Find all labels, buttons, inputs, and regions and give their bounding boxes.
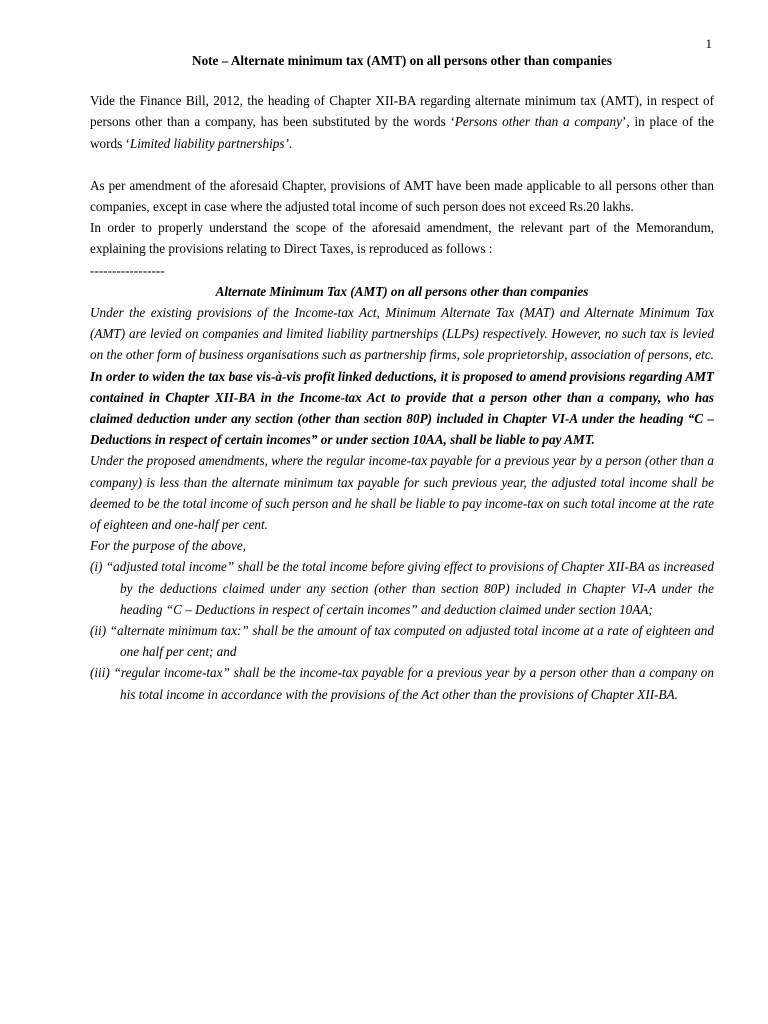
memorandum-intro-paragraph: In order to properly understand the scope of the aforesaid amendment, the relevant part of the Memorandum, explaining the provisions relating to Direct Taxes, is reproduced as follows : [90, 220, 714, 257]
intro-italic-a: Persons other than a company [454, 114, 622, 130]
intro-text-c: . [288, 135, 293, 151]
document-body [90, 50, 714, 705]
amendment-paragraph: As per amendment of the aforesaid Chapter, provisions of AMT have been made applicable to all persons other than companies, except in case where the adjusted total income of such person does not exceed Rs.20 lakhs. [90, 177, 714, 215]
memo-existing-provisions: Under the existing provisions of the Income-tax Act, Minimum Alternate Tax (MAT) and Alternate Minimum Tax (AMT) are levied on companies and limited liability partnerships (LLPs) respectively. However, no such tax is levied on the other form of business organisations such as partnership firms, sole proprietorship, association of persons, etc. [90, 305, 714, 363]
memo-proposed-amendments: Under the proposed amendments, where the regular income-tax payable for a previous year by a person (other than a company) is less than the alternate minimum tax payable for such previous year, the adjusted total income shall be deemed to be the total income of such person and he shall be liable to pay income-tax on such total income at the rate of eighteen and one-half per cent. [90, 453, 714, 533]
intro-paragraph [90, 90, 714, 154]
intro-text-b: ’, in place of the words ‘ [90, 114, 714, 151]
definition-item: (iii) “regular income-tax” shall be the income-tax payable for a previous year by a person other than a company on his total income in accordance with the provisions of the Act other than the provisions of Chapter XII-BA. [90, 665, 714, 702]
note-title: Note – Alternate minimum tax (AMT) on all persons other than companies [192, 53, 612, 68]
intro-text-a: Vide the Finance Bill, 2012, the heading of Chapter XII-BA regarding alternate minimum tax (AMT), in respect of persons other than a company, has been substituted by the words ‘ [90, 93, 714, 130]
memo-proposal-bold: In order to widen the tax base vis-à-vis profit linked deductions, it is proposed to amend provisions regarding AMT contained in Chapter XII-BA in the Income-tax Act to provide that a person other than a company, who has claimed deduction under any section (other than section 80P) included in Chapter VI-A under the heading “C – Deductions in respect of certain incomes” or under section 10AA, shall be liable to pay AMT. [90, 368, 714, 448]
memo-title: Alternate Minimum Tax (AMT) on all persons other than companies [215, 283, 589, 299]
separator-dashes: ----------------- [90, 262, 165, 278]
page-number: 1 [705, 36, 712, 51]
definition-item: (ii) “alternate minimum tax:” shall be the amount of tax computed on adjusted total income at a rate of eighteen and one half per cent; and [90, 623, 714, 660]
intro-italic-b: Limited liability partnerships’ [129, 135, 289, 151]
definition-item: (i) “adjusted total income” shall be the total income before giving effect to provisions of Chapter XII-BA as increased by the deductions claimed under any section (other than section 80P) included in Chapter VI-A under the heading “C – Deductions in respect of certain incomes” and deduction claimed under section 10AA; [90, 559, 714, 617]
memo-purpose: For the purpose of the above, [90, 538, 247, 554]
